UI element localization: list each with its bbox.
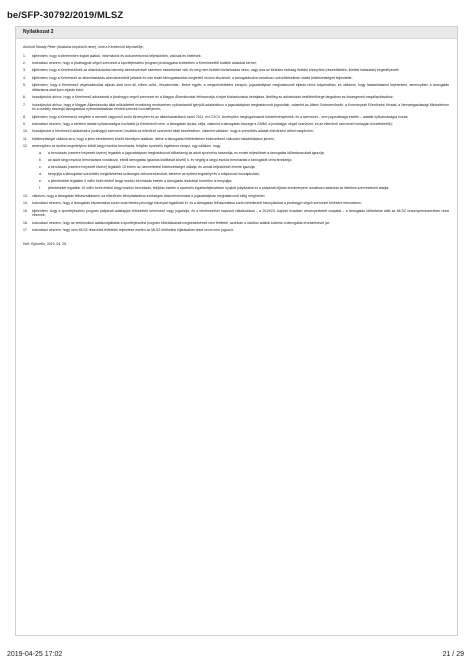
section-title: Nyilatkozat 2 xyxy=(16,27,457,39)
item-number: 12. xyxy=(23,144,28,149)
intro-text: Alulírott Sárady Péter (hivatalos képviselő neve), mint a Kérelmező képviselője, xyxy=(23,45,144,49)
sub-item-letter: b. xyxy=(39,157,42,162)
declaration-item xyxy=(23,201,449,206)
item-text: kijelentem, hogy a Kérelmező megfelel a nemzeti vagyonról szóló törvényben és az államháztartásról szóló 2011. évi CXCV. törvényben megfogalmazott követelményeknek, és a szervezet – erre jogosultsága esetén – adatait nyilvánosságra hozza; xyxy=(32,114,409,119)
item-number: 13. xyxy=(23,193,28,198)
sub-item xyxy=(32,186,449,191)
declaration-item xyxy=(23,209,449,219)
sub-item-text: jelentéseket legalább 10 millió forint értékű tárgyi eszköz beruházás, felújítás esetén a sportcélú ingatlanfejlesztésre nyújtott pályázatok és a pályázati eljárás eredményére vonatkozó adatokat az illetékes szervezetnek átadja; xyxy=(48,186,390,191)
item-number: 10. xyxy=(23,129,28,134)
declaration-panel xyxy=(15,26,458,636)
declaration-item xyxy=(23,144,449,191)
item-number: 6. xyxy=(23,95,26,100)
sub-item xyxy=(32,151,449,156)
item-text: kijelentem, hogy a Kérelmező az államháztartás alrendszereiből juttatott és már lezárt támogatásokkal megfelelő módon elszámolt, a támogatásokra vonatkozó szerződésekben vállalt kötelezettségeit teljesítette; xyxy=(32,75,353,80)
declaration-item xyxy=(23,61,449,66)
item-number: 5. xyxy=(23,83,26,88)
item-number: 17. xyxy=(23,227,28,232)
sub-item-letter: d. xyxy=(39,172,42,177)
item-number: 11. xyxy=(23,136,28,141)
item-text: kijelentem, hogy a sportfejlesztési program pályázati adatlapján feltüntetett kérelmező vagy jogutódja, és a kérelmezővel kapcsolt vállalkozásai – a 2019/20. bajnoki évadban versenyeztetett csapatai – a támogatás időtartama alatt az MLSZ versenyrendszerében részt vesznek; xyxy=(32,208,449,218)
sub-item xyxy=(32,172,449,177)
item-number: 8. xyxy=(23,114,26,119)
sub-item xyxy=(32,158,449,163)
declaration-item xyxy=(23,228,449,233)
item-text: kijelentem, hogy a Kérelmező végelszámolási eljárás alatt nem áll, ellene csőd-, felszámolási-, illetve egyéb, a megszüntetésére irányuló, jogszabályban meghatározott eljárás nincs folyamatban, és vállalom, hogy haladéktalanul bejelentem, amennyiben a támogatás időtartama alatt ilyen eljárás indul; xyxy=(32,83,449,92)
declaration-item xyxy=(23,194,449,199)
item-text: tudomásul veszem, hogy nem MLSZ részvételi feltételek teljesítése esetén az MLSZ értékelési eljárásában részt venni nem jogosult. xyxy=(32,227,234,232)
declaration-content xyxy=(16,39,457,246)
sub-list xyxy=(32,151,449,191)
item-text: tudomásul veszem, hogy a kérelem adatai nyilvánosságra hozhatók (a Kérelmező neve, a támogatás típusa, célja, valamint a támogatás összege a GMMI, a jóváhagyó végző szervezet, és az ellenőrző szervezet honlapján közzétehetők); xyxy=(32,122,393,126)
item-text: vállalom, hogy a támogatás felhasználásáról, az ellenőrzés lefolytatásához szükséges dokumentumokat a jogszabályban meghatározott ideig megőrzöm; xyxy=(32,193,266,198)
sub-item-text: a beruházás (cserére helyezett kivéve) legalább 15 évben az üzemeltetési kötelezettséget vállalja, és annak teljesülését évente igazolja; xyxy=(48,165,256,170)
item-number: 3. xyxy=(23,68,26,73)
sub-item-letter: e. xyxy=(39,179,42,184)
sub-item-text: az adott tárgyi eszköz beruházásra vonatkozó, ebből támogatási igazolás kiállítását követő 4. év végéig a tárgyi eszköz beruházást a támogatott célra fenntartja; xyxy=(48,157,293,162)
item-text: tudomásul veszem, hogy a támogatás elszámolása során csak hiteles pénzügyi bizonylat fogadható el, és a támogatás felhasználása során keletkezett bizonylatokat a jóváhagyó végző szervezet kérésére bemutatom; xyxy=(32,201,362,206)
declaration-item xyxy=(23,137,449,142)
item-text: kijelentem, hogy a kérelemben foglalt adatok, információk és dokumentumok teljeskörűek, valósak és hitelesek; xyxy=(32,53,202,58)
sub-item-letter: c. xyxy=(39,165,42,170)
item-number: 1. xyxy=(23,53,26,58)
item-text: kijelentem, hogy a Kérelmezőnek az államháztartás bármely alrendszerével szemben esedékessé vált, és meg nem fizetett köztartozása nincs, vagy arra az illetékes hatóság fizetési könnyítést (részletfizetés, fizetési halasztás) engedélyezett; xyxy=(32,68,400,73)
item-text: hozzájárulok ahhoz, hogy a Magyar Államkincstár által működtetett monitoring rendszerben nyilvántartott igénylői adatainkhoz a jogszabályban meghatározott jogosultak, valamint az Állami Számvevőszék, a Kormányzati Ellenőrzési Hivatal, a Nemzetgazdasági Minisztérium és a csekély összegű támogatások nyilvántartásában érintett szervek hozzáférjenek; xyxy=(32,102,449,112)
page-number: 21 / 29 xyxy=(442,651,464,658)
item-number: 15. xyxy=(23,208,28,213)
declaration-item xyxy=(23,122,449,127)
declaration-item xyxy=(23,68,449,73)
declaration-item xyxy=(23,103,449,113)
item-number: 16. xyxy=(23,220,28,225)
declaration-item xyxy=(23,83,449,93)
declaration-item xyxy=(23,115,449,120)
item-text: tudomásul veszem, hogy az elektronikus adatszolgáltatás a sportfejlesztési program elbírálásának megkezdésének nem feltétele, azonban a valótlan adatok közlése a támogatás elvesztésével jár; xyxy=(32,220,330,225)
declaration-list xyxy=(23,54,449,233)
sub-item-text: benyújtja a támogatási szerződés megkötéséhez szükséges dokumentumokat, ideértve az építési engedélyt és a tulajdonosi hozzájárulást; xyxy=(48,172,260,177)
footer-timestamp: 2019-04-25 17:02 xyxy=(7,651,63,658)
sub-item-text: a beruházás (cserére helyezett kivéve) legalább a jogszabályban meghatározott időtartamig az adott sportcélra használja, és ennek teljesülését a támogatás időtartama alatt igazolja; xyxy=(48,150,325,155)
sub-item xyxy=(32,179,449,184)
item-number: 7. xyxy=(23,102,26,107)
declaration-item xyxy=(23,95,449,100)
place-date: Kelt: Gyömrőn, 2019. 04. 25. xyxy=(23,241,67,246)
item-number: 4. xyxy=(23,75,26,80)
item-number: 14. xyxy=(23,201,28,206)
declaration-item xyxy=(23,129,449,134)
item-text: hozzájárulok ahhoz, hogy a Kérelmező adószámát a jóváhagyó végző szervezet és a Magyar Államkincstár felhasználja a lejárt köztartozások behajtása, illetőleg az adótartozás beköthetősége tárgyában és összegének megállapításához; xyxy=(32,95,394,100)
sub-item-text: a jelentéséket legalább 5 millió forint értékű tárgyi eszköz beruházás esetén a támogatás lezárását követően is benyújtja; xyxy=(48,179,233,184)
declaration-item xyxy=(23,76,449,81)
item-text: tudomásul veszem, hogy a jóváhagyott végző szervezet a sportfejlesztési program jóváhagyása érdekében a Kérelmezőtől további adatokat kérhet; xyxy=(32,61,257,66)
item-text: kötelezettséget vállalok arra, hogy a jelen kérelemben közölt bármilyen adatban, illetve a támogatási feltételekben bekövetkező változást haladéktalanul jelzem; xyxy=(32,136,275,141)
sub-item-letter: a. xyxy=(39,150,42,155)
item-text: hozzájárulok a Kérelmező adatainak a jóváhagyó szervezet, továbbá az ellenőrző szervezet általi kezeléséhez, valamint vállalom, hogy a szerződés adatait ellenőrzési célból megőrzöm; xyxy=(32,129,314,134)
sub-item xyxy=(32,165,449,170)
document-id: be/SFP-30792/2019/MLSZ xyxy=(7,10,124,21)
item-text: amennyiben az építési engedélyhez kötött tárgyi eszköz beruházás, felújítás sportcélú ingatlanra irányul, úgy vállalom, hogy xyxy=(32,144,221,149)
item-number: 2. xyxy=(23,61,26,66)
declaration-item xyxy=(23,54,449,59)
declaration-item xyxy=(23,221,449,226)
item-number: 9. xyxy=(23,122,26,126)
sub-item-letter: f. xyxy=(39,186,41,191)
